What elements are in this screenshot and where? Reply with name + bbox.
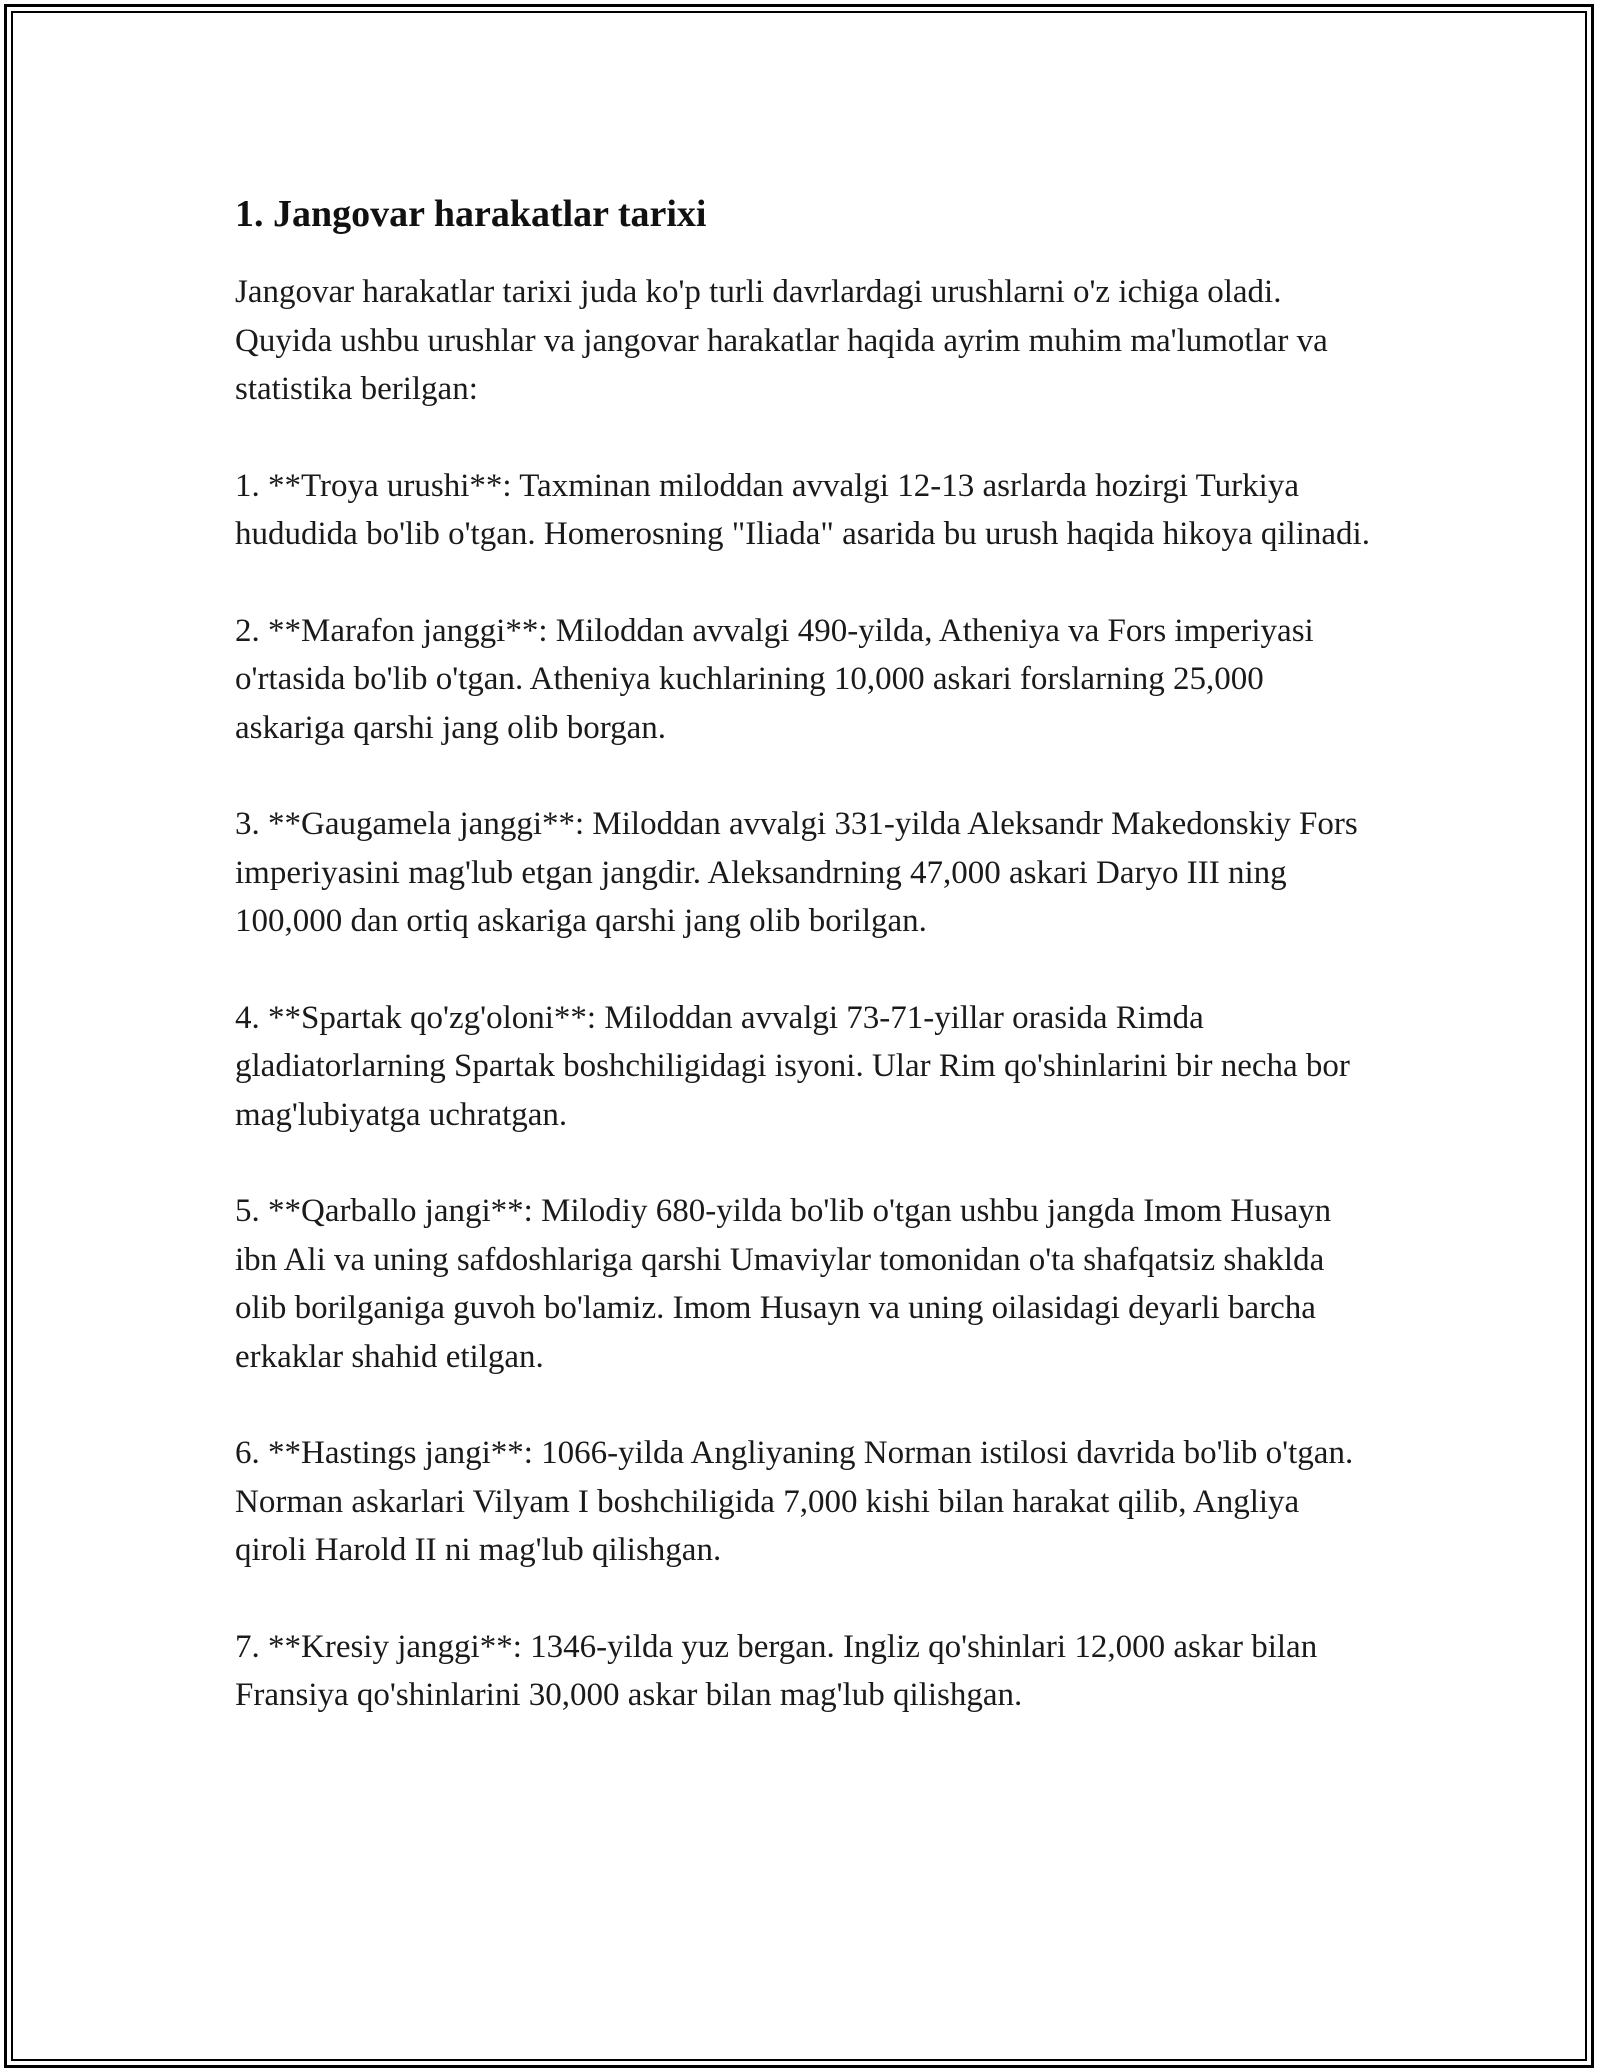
list-item-marafon: 2. **Marafon janggi**: Miloddan avvalgi 490-yilda, Atheniya va Fors imperiyasi o'rtasida bo'lib o'tgan. Atheniya kuchlarining 10,000 askari forslarning 25,000 askariga qarshi jang olib borgan. [235, 612, 1314, 746]
list-item-kresiy: 7. **Kresiy janggi**: 1346-yilda yuz bergan. Ingliz qo'shinlari 12,000 askar bilan Fransiya qo'shinlarini 30,000 askar bilan mag'lub qilishgan. [235, 1628, 1318, 1713]
list-item-hastings: 6. **Hastings jangi**: 1066-yilda Angliyaning Norman istilosi davrida bo'lib o'tgan. Norman askarlari Vilyam I boshchiligida 7,000 kishi bilan harakat qilib, Angliya qiroli Harold II ni mag'lub qilishgan. [235, 1435, 1354, 1568]
document-body [235, 188, 1370, 1768]
document-heading: 1. Jangovar harakatlar tarixi [235, 193, 707, 235]
list-item-spartak: 4. **Spartak qo'zg'oloni**: Miloddan avvalgi 73-71-yillar orasida Rimda gladiatorlarning Spartak boshchiligidagi isyoni. Ular Rim qo'shinlarini bir necha bor mag'lubiyatga uchratgan. [235, 999, 1350, 1133]
intro-paragraph: Jangovar harakatlar tarixi juda ko'p turli davrlardagi urushlarni o'z ichiga oladi. Quyida ushbu urushlar va jangovar harakatlar haqida ayrim muhim ma'lumotlar va statistika berilgan: [235, 274, 1328, 407]
list-item-gaugamela: 3. **Gaugamela janggi**: Miloddan avvalgi 331-yilda Aleksandr Makedonskiy Fors imperiyasini mag'lub etgan jangdir. Aleksandrning 47,000 askari Daryo III ning 100,000 dan ortiq askariga qarshi jang olib borilgan. [235, 806, 1358, 939]
list-item-qarballo: 5. **Qarballo jangi**: Milodiy 680-yilda bo'lib o'tgan ushbu jangda Imom Husayn ibn Ali va uning safdoshlariga qarshi Umaviylar tomonidan o'ta shafqatsiz shaklda olib borilganiga guvoh bo'lamiz. Imom Husayn va uning oilasidagi deyarli barcha erkaklar shahid etilgan. [235, 1193, 1332, 1375]
list-item-troya: 1. **Troya urushi**: Taxminan miloddan avvalgi 12-13 asrlarda hozirgi Turkiya hududida bo'lib o'tgan. Homerosning "Iliada" asarida bu urush haqida hikoya qilinadi. [235, 467, 1370, 552]
